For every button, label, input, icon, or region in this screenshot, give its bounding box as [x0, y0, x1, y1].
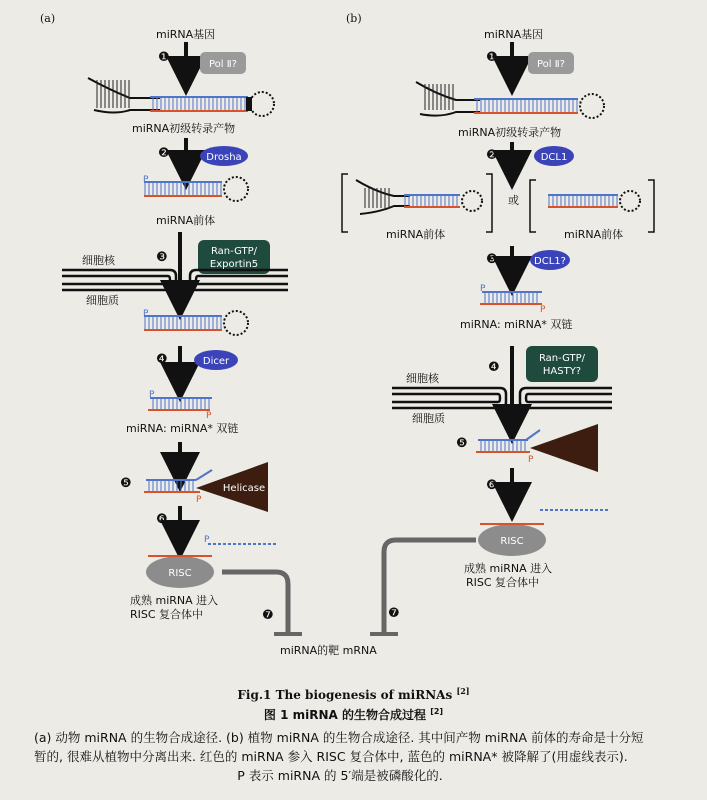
- caption-en-text: Fig.1 The biogenesis of miRNAs: [237, 688, 453, 702]
- nucleus-label-b: 细胞核: [406, 372, 439, 385]
- p-mark-a1: P: [143, 175, 149, 185]
- caption-en: [0, 686, 707, 702]
- mature-label-a-1: 成熟 miRNA 进入: [130, 594, 219, 607]
- duplex-label-b: miRNA: miRNA* 双链: [460, 318, 573, 331]
- nucleus-label-a: 细胞核: [82, 254, 115, 267]
- pri-label-b: miRNA初级转录产物: [458, 126, 562, 139]
- helicase-shape-b: [530, 424, 598, 472]
- duplex-label-a: miRNA: miRNA* 双链: [126, 422, 239, 435]
- step3-b: ❸: [486, 252, 498, 267]
- mature-label-a-2: RISC 复合体中: [130, 608, 204, 621]
- description-line-3: P 表示 miRNA 的 5′端是被磷酸化的.: [237, 768, 443, 783]
- pre-label-b-left: miRNA前体: [386, 228, 446, 241]
- dcl1q-label: DCL1?: [534, 256, 566, 267]
- pre-mirna-cyto-a: [144, 311, 248, 335]
- target-label: miRNA的靶 mRNA: [280, 644, 377, 657]
- p-mark-a4: P: [206, 411, 212, 421]
- caption-en-ref: [2]: [456, 686, 470, 696]
- step1-a: ❶: [158, 50, 170, 65]
- pre-label-a: miRNA前体: [156, 214, 216, 227]
- exporter-label-a-2: Exportin5: [209, 259, 259, 270]
- inhibition-line-a: [222, 572, 288, 632]
- dicer-label: Dicer: [202, 356, 230, 367]
- gene-label-b: miRNA基因: [484, 28, 544, 41]
- mature-label-b-1: 成熟 miRNA 进入: [464, 562, 553, 575]
- helicase-label: Helicase: [222, 483, 266, 494]
- panel-label-a: (a): [40, 12, 56, 25]
- panel-label-b: (b): [346, 12, 362, 25]
- exporter-label-b-2: HASTY?: [542, 366, 582, 377]
- exporter-label-b-1: Ran-GTP/: [538, 353, 586, 364]
- cytoplasm-label-a: 细胞质: [86, 294, 119, 307]
- polii-label-b: Pol Ⅱ?: [537, 59, 565, 70]
- drosha-label: Drosha: [206, 152, 242, 163]
- p-mark-b3: P: [528, 455, 534, 465]
- description-line-1: (a) 动物 miRNA 的生物合成途径. (b) 植物 miRNA 的生物合成途径. 其中间产物 miRNA 前体的寿命是十分短: [34, 730, 644, 745]
- step3-a: ❸: [156, 250, 168, 265]
- p-mark-a3: P: [149, 390, 155, 400]
- p-mark-a5: P: [196, 495, 202, 505]
- step6-b: ❻: [486, 478, 498, 493]
- pre-label-b-right: miRNA前体: [564, 228, 624, 241]
- pri-mirna-a: [88, 78, 274, 116]
- step4-b: ❹: [488, 360, 500, 375]
- step2-a: ❷: [158, 146, 170, 161]
- pre-mirna-left-b: [356, 180, 482, 214]
- mature-label-b-2: RISC 复合体中: [466, 576, 540, 589]
- cytoplasm-label-b: 细胞质: [412, 412, 445, 425]
- pre-mirna-right-b: [548, 191, 640, 211]
- step5-a: ❺: [120, 476, 132, 491]
- description-line-2: 暂的, 很难从植物中分离出来. 红色的 miRNA 参入 RISC 复合体中, 蓝色的 miRNA* 被降解了(用虚线表示).: [34, 749, 628, 764]
- step1-b: ❶: [486, 50, 498, 65]
- gene-label-a: miRNA基因: [156, 28, 216, 41]
- p-mark-a2: P: [143, 309, 149, 319]
- caption-zh: [0, 706, 707, 723]
- pri-label-a: miRNA初级转录产物: [132, 122, 236, 135]
- p-mark-a6: P: [204, 535, 210, 545]
- or-label: 或: [508, 194, 519, 207]
- polii-label-a: Pol Ⅱ?: [209, 59, 237, 70]
- step7-a: ❼: [262, 608, 274, 623]
- step5-b: ❺: [456, 436, 468, 451]
- p-mark-b2: P: [540, 305, 546, 315]
- duplex-b: [480, 292, 542, 304]
- exporter-label-a-1: Ran-GTP/: [210, 246, 258, 257]
- caption-zh-ref: [2]: [430, 707, 444, 716]
- risc-label-b: RISC: [500, 536, 524, 547]
- step7-b: ❼: [388, 606, 400, 621]
- dcl1-label: DCL1: [540, 152, 568, 163]
- step2-b: ❷: [486, 148, 498, 163]
- pre-mirna-a: [144, 177, 248, 201]
- risc-label-a: RISC: [168, 568, 192, 579]
- p-mark-b1: P: [480, 284, 486, 294]
- unwinding-duplex-b: [476, 430, 540, 452]
- nuclear-membrane-b: [392, 388, 612, 408]
- step4-a: ❹: [156, 352, 168, 367]
- pri-mirna-b: [416, 82, 604, 118]
- duplex-a: [148, 398, 212, 410]
- step6-a: ❻: [156, 512, 168, 527]
- caption-zh-text: 图 1 miRNA 的生物合成过程: [263, 708, 426, 722]
